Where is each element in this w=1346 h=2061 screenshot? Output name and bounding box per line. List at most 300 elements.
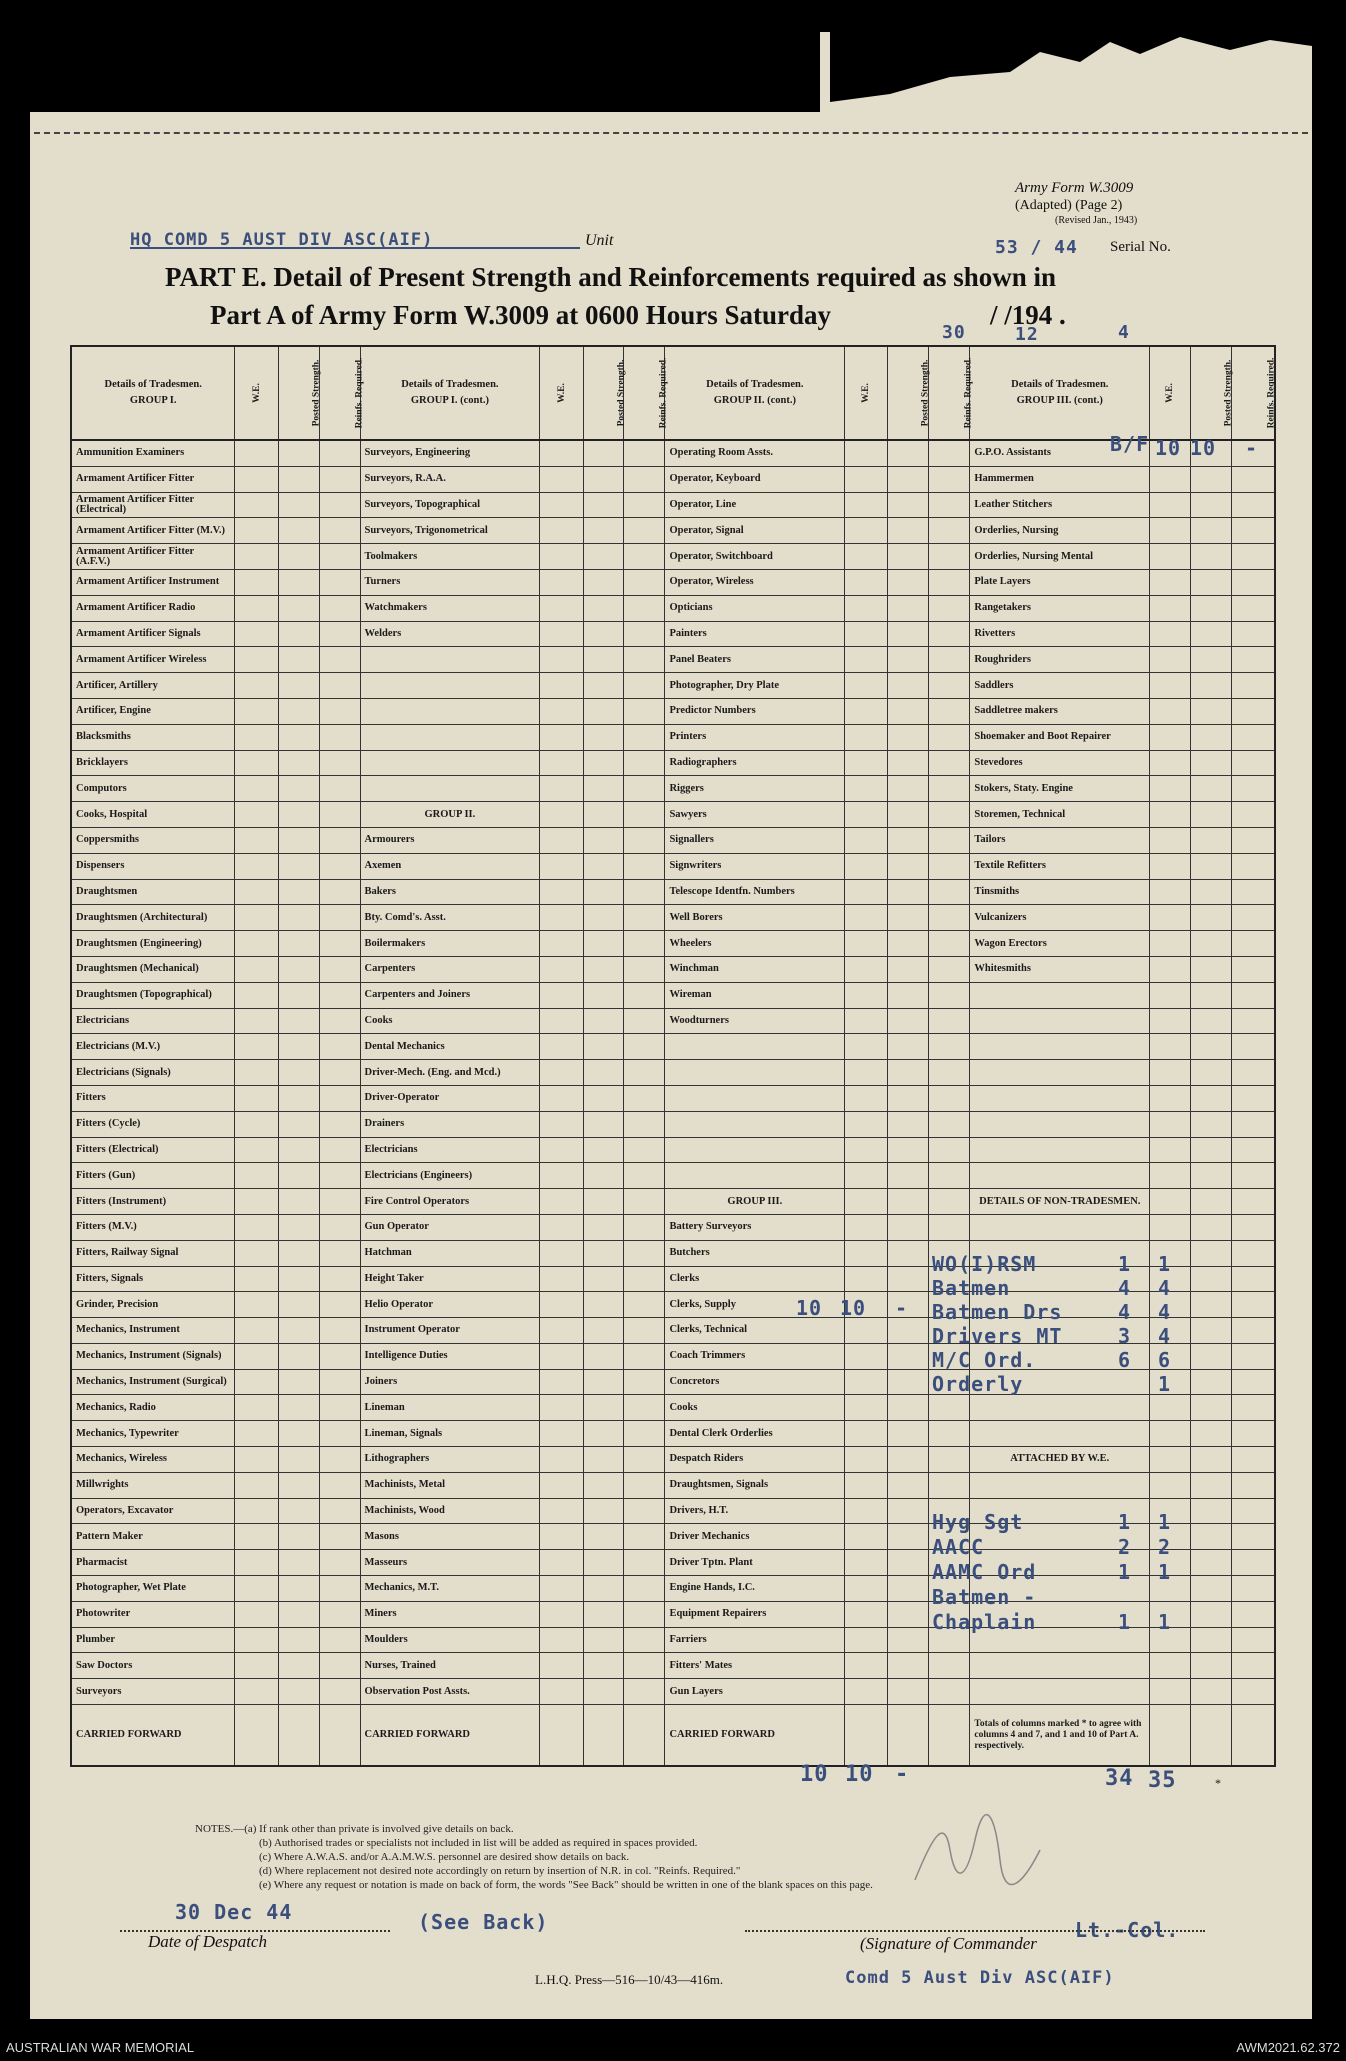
entry-cell <box>540 956 583 982</box>
trade-cell: Pharmacist <box>71 1550 235 1576</box>
trade-cell: Coppersmiths <box>71 827 235 853</box>
entry-cell <box>845 1189 888 1215</box>
entry-cell <box>1191 698 1232 724</box>
typed-we: 1 <box>1118 1510 1132 1534</box>
entry-cell <box>1232 698 1275 724</box>
trade-cell: Masseurs <box>360 1550 540 1576</box>
entry-cell <box>624 1679 665 1705</box>
trade-cell: Machinists, Metal <box>360 1472 540 1498</box>
entry-cell <box>319 595 360 621</box>
entry-cell <box>1191 776 1232 802</box>
entry-cell <box>888 1060 929 1086</box>
serial-typed: 53 / 44 <box>995 237 1078 258</box>
table-row <box>71 621 1275 647</box>
entry-cell <box>624 1189 665 1215</box>
trade-cell: Mechanics, Wireless <box>71 1447 235 1473</box>
entry-cell <box>1232 1292 1275 1318</box>
entry-cell <box>583 982 624 1008</box>
typed-posted: 1 <box>1158 1560 1172 1584</box>
entry-cell <box>540 1292 583 1318</box>
entry-cell <box>278 1189 319 1215</box>
trade-cell: Instrument Operator <box>360 1318 540 1344</box>
entry-cell <box>624 569 665 595</box>
entry-cell <box>1191 1111 1232 1137</box>
trade-cell: Well Borers <box>665 905 845 931</box>
trade-cell: Fitters' Mates <box>665 1653 845 1679</box>
entry-cell <box>1232 518 1275 544</box>
entry-cell <box>1232 1627 1275 1653</box>
entry-cell <box>278 1421 319 1447</box>
table-row <box>71 724 1275 750</box>
trade-cell: Wagon Erectors <box>970 931 1150 957</box>
typed-name: AACC <box>932 1535 985 1559</box>
entry-cell <box>583 1550 624 1576</box>
trade-cell: Moulders <box>360 1627 540 1653</box>
cell <box>1191 1705 1232 1767</box>
entry-cell <box>1191 1524 1232 1550</box>
trade-cell: Grinder, Precision <box>71 1292 235 1318</box>
entry-cell <box>583 698 624 724</box>
we-label: W.E. <box>1165 383 1176 403</box>
table-row <box>71 647 1275 673</box>
table-row <box>71 569 1275 595</box>
entry-cell <box>540 827 583 853</box>
entry-cell <box>540 1679 583 1705</box>
entry-cell <box>235 931 278 957</box>
entry-cell <box>1232 1085 1275 1111</box>
entry-cell <box>235 518 278 544</box>
entry-cell <box>1150 492 1191 518</box>
entry-cell <box>235 1214 278 1240</box>
trade-cell: Carpenters <box>360 956 540 982</box>
entry-cell <box>888 905 929 931</box>
entry-cell <box>624 673 665 699</box>
entry-cell <box>845 647 888 673</box>
entry-cell <box>1191 931 1232 957</box>
entry-cell <box>1191 621 1232 647</box>
entry-cell <box>319 1060 360 1086</box>
entry-cell <box>624 1137 665 1163</box>
entry-cell <box>540 1576 583 1602</box>
entry-cell <box>583 956 624 982</box>
typed-name: Batmen <box>932 1276 1011 1300</box>
entry-cell <box>278 1137 319 1163</box>
entry-cell <box>235 1137 278 1163</box>
entry-cell <box>1150 956 1191 982</box>
entry-cell <box>929 673 970 699</box>
trade-cell: Stokers, Staty. Engine <box>970 776 1150 802</box>
entry-cell <box>888 595 929 621</box>
trade-cell: Mechanics, M.T. <box>360 1576 540 1602</box>
trade-cell: GROUP II. <box>360 802 540 828</box>
trade-cell: Vulcanizers <box>970 905 1150 931</box>
entry-cell <box>319 492 360 518</box>
entry-cell <box>278 1679 319 1705</box>
table-row <box>71 905 1275 931</box>
perforation-line <box>34 132 1308 134</box>
entry-cell <box>929 1060 970 1086</box>
table-row <box>71 1472 1275 1498</box>
entry-cell <box>319 1189 360 1215</box>
entry-cell <box>235 802 278 828</box>
entry-cell <box>929 1447 970 1473</box>
entry-cell <box>583 1601 624 1627</box>
entry-cell <box>1232 1137 1275 1163</box>
entry-cell <box>624 776 665 802</box>
entry-cell <box>278 1498 319 1524</box>
posted-header <box>888 346 929 440</box>
trade-cell: Blacksmiths <box>71 724 235 750</box>
entry-cell <box>235 1601 278 1627</box>
entry-cell <box>319 1395 360 1421</box>
entry-cell <box>235 982 278 1008</box>
entry-cell <box>929 879 970 905</box>
entry-cell <box>845 1137 888 1163</box>
typed-we: 4 <box>1118 1276 1132 1300</box>
entry-cell <box>929 982 970 1008</box>
note-a: NOTES.—(a) If rank other than private is involved give details on back. <box>195 1823 514 1835</box>
entry-cell <box>540 1369 583 1395</box>
entry-cell <box>1191 569 1232 595</box>
archive-left: AUSTRALIAN WAR MEMORIAL <box>6 2040 195 2055</box>
typed-posted: 6 <box>1158 1348 1172 1372</box>
totals-posted: 35 <box>1148 1768 1177 1793</box>
entry-cell <box>624 1576 665 1602</box>
entry-cell <box>278 698 319 724</box>
table-row <box>71 776 1275 802</box>
entry-cell <box>888 827 929 853</box>
trade-cell: Fire Control Operators <box>360 1189 540 1215</box>
trade-cell: Equipment Repairers <box>665 1601 845 1627</box>
entry-cell <box>540 1447 583 1473</box>
entry-cell <box>583 1189 624 1215</box>
entry-cell <box>888 1601 929 1627</box>
trade-cell <box>360 724 540 750</box>
table-row <box>71 827 1275 853</box>
entry-cell <box>1232 1395 1275 1421</box>
table-row <box>71 466 1275 492</box>
entry-cell <box>845 1343 888 1369</box>
entry-cell <box>624 1498 665 1524</box>
entry-cell <box>278 931 319 957</box>
trade-cell: Drivers, H.T. <box>665 1498 845 1524</box>
we-header <box>845 346 888 440</box>
bf-label: B/F <box>1110 432 1150 456</box>
entry-cell <box>319 982 360 1008</box>
entry-cell <box>624 905 665 931</box>
entry-cell <box>1150 1653 1191 1679</box>
entry-cell <box>235 879 278 905</box>
entry-cell <box>540 750 583 776</box>
cell <box>1150 1705 1191 1767</box>
entry-cell <box>319 1085 360 1111</box>
entry-cell <box>319 1214 360 1240</box>
trade-cell: Wireman <box>665 982 845 1008</box>
entry-cell <box>319 1498 360 1524</box>
entry-cell <box>540 802 583 828</box>
typed-posted: 1 <box>1158 1252 1172 1276</box>
entry-cell <box>624 724 665 750</box>
entry-cell <box>929 440 970 466</box>
group-label: GROUP III. (cont.) <box>1016 395 1103 406</box>
entry-cell <box>888 492 929 518</box>
entry-cell <box>929 569 970 595</box>
entry-cell <box>540 647 583 673</box>
trade-cell: Joiners <box>360 1369 540 1395</box>
trade-cell: Operator, Wireless <box>665 569 845 595</box>
details-label: Details of Tradesmen. <box>706 379 804 390</box>
entry-cell <box>1191 905 1232 931</box>
carried-g2-posted: 10 <box>845 1762 874 1787</box>
trade-cell <box>665 1163 845 1189</box>
entry-cell <box>319 673 360 699</box>
entry-cell <box>583 1060 624 1086</box>
trade-cell: Rangetakers <box>970 595 1150 621</box>
table-row <box>71 879 1275 905</box>
entry-cell <box>278 1292 319 1318</box>
table-row <box>71 1240 1275 1266</box>
entry-cell <box>319 1627 360 1653</box>
trade-cell: Watchmakers <box>360 595 540 621</box>
entry-cell <box>540 1034 583 1060</box>
entry-cell <box>1232 724 1275 750</box>
entry-cell <box>1232 647 1275 673</box>
entry-cell <box>624 931 665 957</box>
entry-cell <box>624 1085 665 1111</box>
entry-cell <box>540 982 583 1008</box>
entry-cell <box>929 1472 970 1498</box>
trade-cell: Painters <box>665 621 845 647</box>
trade-cell <box>970 1137 1150 1163</box>
entry-cell <box>1191 1163 1232 1189</box>
entry-cell <box>1232 982 1275 1008</box>
typed-we: 1 <box>1118 1560 1132 1584</box>
table-row <box>71 1266 1275 1292</box>
entry-cell <box>235 1163 278 1189</box>
entry-cell <box>624 1292 665 1318</box>
entry-cell <box>1191 1214 1232 1240</box>
entry-cell <box>845 1060 888 1086</box>
trade-cell: Concretors <box>665 1369 845 1395</box>
entry-cell <box>278 827 319 853</box>
group-label: GROUP II. (cont.) <box>713 395 796 406</box>
entry-cell <box>278 1601 319 1627</box>
typed-name: AAMC Ord <box>932 1560 1037 1584</box>
date-day: 30 <box>942 322 966 343</box>
table-row <box>71 1550 1275 1576</box>
entry-cell <box>1232 1369 1275 1395</box>
entry-cell <box>1150 647 1191 673</box>
date-template: / /194 . <box>990 300 1066 330</box>
see-back-typed: (See Back) <box>418 1910 549 1934</box>
trade-cell: Gun Layers <box>665 1679 845 1705</box>
entry-cell <box>235 1498 278 1524</box>
entry-cell <box>888 1653 929 1679</box>
trade-cell: Riggers <box>665 776 845 802</box>
entry-cell <box>929 802 970 828</box>
entry-cell <box>929 1137 970 1163</box>
entry-cell <box>278 1627 319 1653</box>
entry-cell <box>583 1111 624 1137</box>
entry-cell <box>624 466 665 492</box>
entry-cell <box>278 673 319 699</box>
entry-cell <box>583 1034 624 1060</box>
entry-cell <box>583 1369 624 1395</box>
entry-cell <box>1150 1447 1191 1473</box>
entry-cell <box>1232 1008 1275 1034</box>
entry-cell <box>235 492 278 518</box>
entry-cell <box>319 1550 360 1576</box>
bf-posted: 10 <box>1190 436 1217 460</box>
trade-cell: Plumber <box>71 1627 235 1653</box>
notes-block <box>195 1822 873 1892</box>
trade-cell: Bty. Comd's. Asst. <box>360 905 540 931</box>
entry-cell <box>278 1447 319 1473</box>
entry-cell <box>1150 1395 1191 1421</box>
trade-cell: Driver-Operator <box>360 1085 540 1111</box>
entry-cell <box>235 1472 278 1498</box>
totals-note: Totals of columns marked * to agree with columns 4 and 7, and 1 and 10 of Part A. respectively. <box>970 1705 1150 1767</box>
entry-cell <box>624 1343 665 1369</box>
entry-cell <box>319 1421 360 1447</box>
entry-cell <box>278 466 319 492</box>
entry-cell <box>888 569 929 595</box>
trade-cell: Engine Hands, I.C. <box>665 1576 845 1602</box>
entry-cell <box>540 1318 583 1344</box>
entry-cell <box>583 673 624 699</box>
entry-cell <box>888 1421 929 1447</box>
trade-cell: Signallers <box>665 827 845 853</box>
note-b: (b) Authorised trades or specialists not included in list will be added as required in spaces provided. <box>259 1837 698 1849</box>
trade-cell: Signwriters <box>665 853 845 879</box>
trade-cell: Cooks, Hospital <box>71 802 235 828</box>
trade-cell <box>970 1653 1150 1679</box>
entry-cell <box>1150 879 1191 905</box>
entry-cell <box>624 750 665 776</box>
entry-cell <box>1191 1240 1232 1266</box>
entry-cell <box>1150 827 1191 853</box>
trade-cell: Electricians <box>360 1137 540 1163</box>
we-header <box>540 346 583 440</box>
trade-cell: Winchman <box>665 956 845 982</box>
entry-cell <box>540 776 583 802</box>
entry-cell <box>235 956 278 982</box>
entry-cell <box>583 931 624 957</box>
entry-cell <box>1191 1369 1232 1395</box>
entry-cell <box>278 1240 319 1266</box>
entry-cell <box>235 724 278 750</box>
entry-cell <box>583 1292 624 1318</box>
cell <box>540 1705 583 1767</box>
entry-cell <box>1232 1189 1275 1215</box>
trade-cell: Orderlies, Nursing <box>970 518 1150 544</box>
trade-cell: Printers <box>665 724 845 750</box>
entry-cell <box>845 879 888 905</box>
entry-cell <box>319 853 360 879</box>
trade-cell: Dental Clerk Orderlies <box>665 1421 845 1447</box>
entry-cell <box>235 827 278 853</box>
entry-cell <box>540 1008 583 1034</box>
posted-label: Posted Strength. <box>311 359 322 427</box>
entry-cell <box>1232 1266 1275 1292</box>
entry-cell <box>624 1627 665 1653</box>
entry-cell <box>540 1524 583 1550</box>
entry-cell <box>929 750 970 776</box>
entry-cell <box>624 492 665 518</box>
entry-cell <box>540 1266 583 1292</box>
trade-cell: Roughriders <box>970 647 1150 673</box>
entry-cell <box>1232 956 1275 982</box>
trade-cell: Mechanics, Instrument <box>71 1318 235 1344</box>
entry-cell <box>888 1266 929 1292</box>
trade-cell: Draughtsmen (Mechanical) <box>71 956 235 982</box>
trade-cell: Driver-Mech. (Eng. and Mcd.) <box>360 1060 540 1086</box>
trade-cell: Cooks <box>360 1008 540 1034</box>
entry-cell <box>845 931 888 957</box>
entry-cell <box>929 827 970 853</box>
entry-cell <box>1232 1447 1275 1473</box>
entry-cell <box>235 1653 278 1679</box>
entry-cell <box>319 905 360 931</box>
print-ref: L.H.Q. Press—516—10/43—416m. <box>535 1972 724 1987</box>
entry-cell <box>235 1240 278 1266</box>
trade-cell: Armament Artificer Wireless <box>71 647 235 673</box>
trade-cell: Hammermen <box>970 466 1150 492</box>
entry-cell <box>235 1111 278 1137</box>
entry-cell <box>1191 1550 1232 1576</box>
trade-cell: Electricians (M.V.) <box>71 1034 235 1060</box>
unit-strike <box>130 247 580 249</box>
entry-cell <box>888 1189 929 1215</box>
trade-cell: Radiographers <box>665 750 845 776</box>
totals-we: 34 <box>1105 1766 1134 1791</box>
trade-cell <box>970 1679 1150 1705</box>
col3-header <box>665 346 845 440</box>
entry-cell <box>1232 1679 1275 1705</box>
entry-cell <box>1232 853 1275 879</box>
entry-cell <box>583 1266 624 1292</box>
entry-cell <box>583 1240 624 1266</box>
entry-cell <box>235 647 278 673</box>
entry-cell <box>319 827 360 853</box>
trade-cell: ATTACHED BY W.E. <box>970 1447 1150 1473</box>
entry-cell <box>278 1343 319 1369</box>
entry-cell <box>845 1550 888 1576</box>
entry-cell <box>929 1034 970 1060</box>
entry-cell <box>624 647 665 673</box>
entry-cell <box>1150 982 1191 1008</box>
entry-cell <box>540 931 583 957</box>
trade-cell: Armourers <box>360 827 540 853</box>
trade-cell: Bricklayers <box>71 750 235 776</box>
table-row <box>71 1085 1275 1111</box>
table-row <box>71 1524 1275 1550</box>
entry-cell <box>319 724 360 750</box>
entry-cell <box>235 1034 278 1060</box>
trade-cell: Butchers <box>665 1240 845 1266</box>
trade-cell: Opticians <box>665 595 845 621</box>
entry-cell <box>845 982 888 1008</box>
entry-cell <box>1150 1137 1191 1163</box>
entry-cell <box>1150 776 1191 802</box>
entry-cell <box>540 544 583 570</box>
entry-cell <box>929 1008 970 1034</box>
clerks-supply-we: 10 <box>796 1296 823 1320</box>
entry-cell <box>1150 1189 1191 1215</box>
entry-cell <box>845 544 888 570</box>
entry-cell <box>624 1421 665 1447</box>
cell <box>845 1705 888 1767</box>
